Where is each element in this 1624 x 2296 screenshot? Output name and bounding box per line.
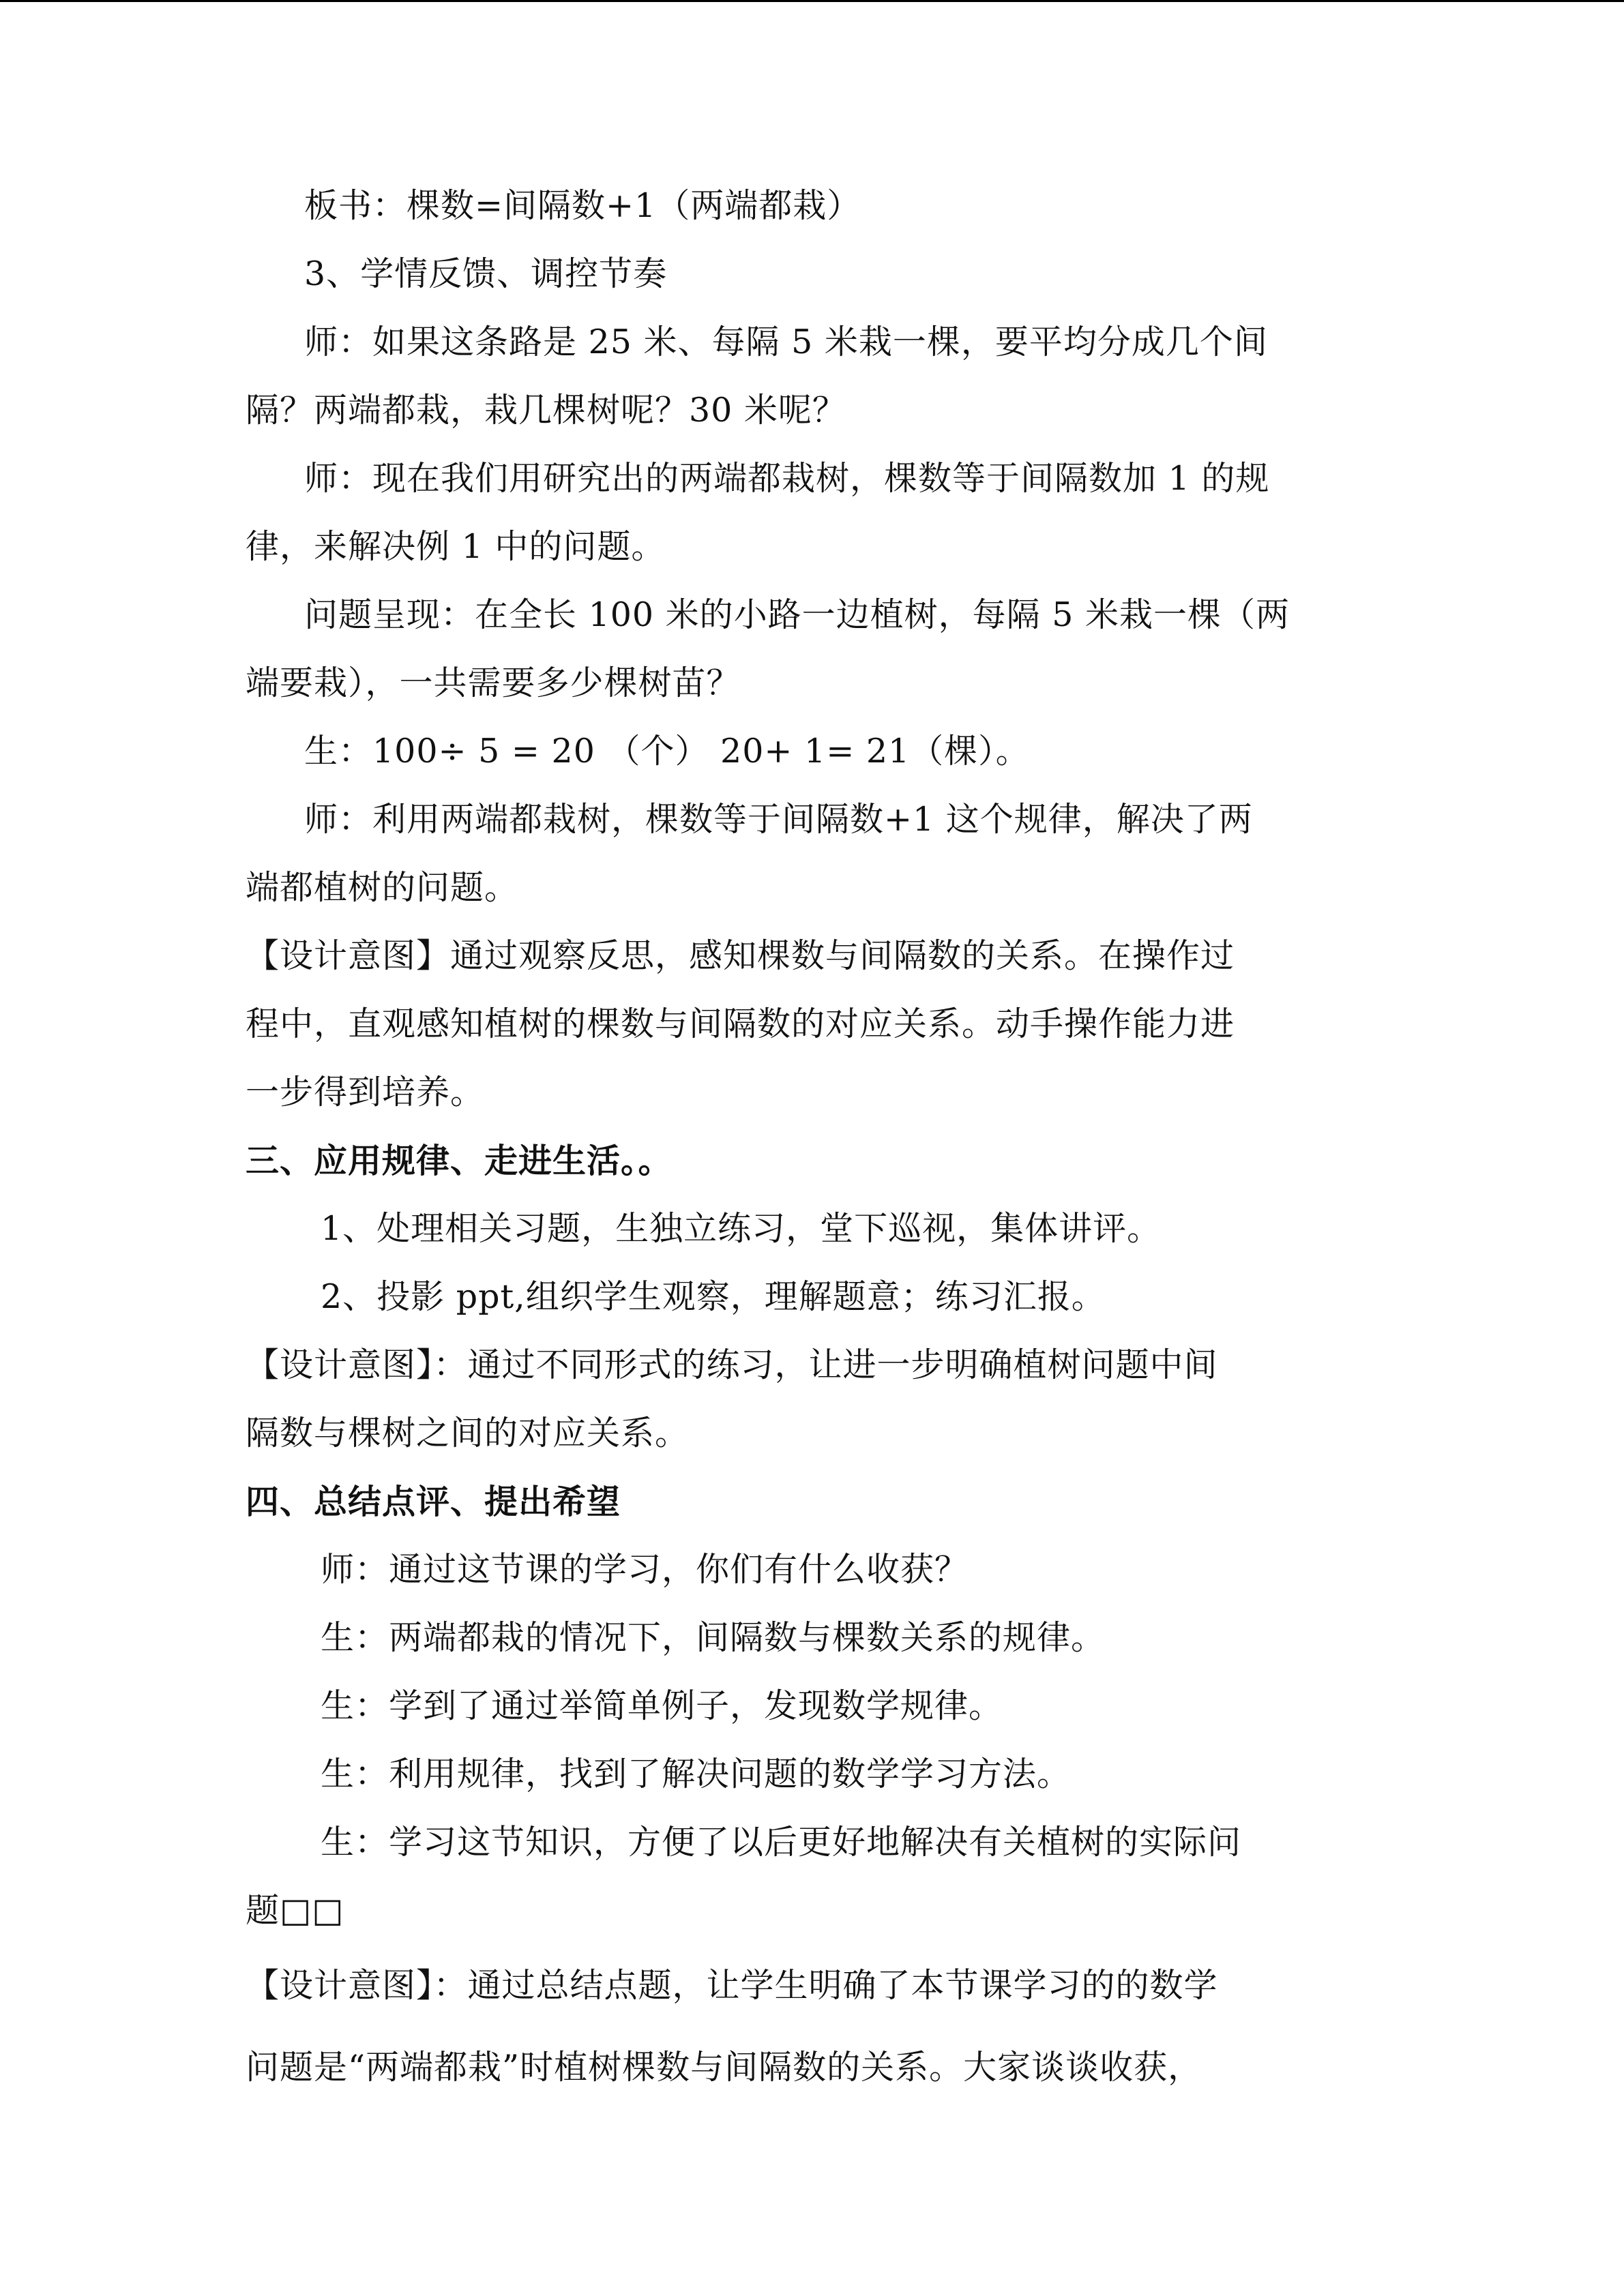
text-line: 生：学到了通过举简单例子，发现数学规律。 bbox=[321, 1686, 1003, 1725]
text-line: 1、处理相关习题，生独立练习，堂下巡视，集体讲评。 bbox=[321, 1209, 1162, 1248]
text-line: 隔数与棵树之间的对应关系。 bbox=[246, 1414, 690, 1452]
text-line: 2、投影 ppt,组织学生观察，理解题意；练习汇报。 bbox=[321, 1277, 1106, 1316]
text-line: 问题呈现：在全长 100 米的小路一边植树，每隔 5 米栽一棵（两 bbox=[304, 595, 1290, 634]
text-line: 师：利用两端都栽树，棵数等于间隔数+1 这个规律，解决了两 bbox=[304, 800, 1253, 839]
text-line: 生：学习这节知识，方便了以后更好地解决有关植树的实际问 bbox=[321, 1823, 1242, 1862]
text-line: 板书：棵数=间隔数+1（两端都栽） bbox=[304, 186, 861, 225]
text-line: 律，来解决例 1 中的问题。 bbox=[246, 527, 666, 566]
design-intent-line: 【设计意图】通过观察反思，感知棵数与间隔数的关系。在操作过 bbox=[246, 936, 1235, 975]
text-line: 端要栽），一共需要多少棵树苗？ bbox=[246, 664, 741, 702]
design-intent-line: 【设计意图】：通过不同形式的练习，让进一步明确植树问题中间 bbox=[246, 1345, 1218, 1384]
text-line: 问题是“两端都栽”时植树棵数与间隔数的关系。大家谈谈收获， bbox=[246, 2048, 1202, 2087]
text-line: 生：100÷ 5 = 20 （个） 20+ 1= 21（棵）。 bbox=[304, 732, 1030, 771]
text-line: 隔？两端都栽，栽几棵树呢？30 米呢？ bbox=[246, 391, 846, 430]
text-line: 题□□ bbox=[246, 1891, 344, 1930]
section-heading: 三、应用规律、走进生活。。 bbox=[246, 1141, 673, 1180]
text-line: 3、学情反馈、调控节奏 bbox=[304, 254, 668, 293]
text-line: 师：现在我们用研究出的两端都栽树，棵数等于间隔数加 1 的规 bbox=[304, 459, 1270, 498]
section-heading: 四、总结点评、提出希望 bbox=[246, 1482, 621, 1521]
text-line: 生：两端都栽的情况下，间隔数与棵数关系的规律。 bbox=[321, 1618, 1106, 1657]
design-intent-line: 【设计意图】：通过总结点题，让学生明确了本节课学习的的数学 bbox=[246, 1966, 1218, 2005]
text-line: 师：如果这条路是 25 米、每隔 5 米栽一棵，要平均分成几个间 bbox=[304, 323, 1268, 361]
text-line: 生：利用规律，找到了解决问题的数学学习方法。 bbox=[321, 1755, 1072, 1793]
text-line: 一步得到培养。 bbox=[246, 1073, 485, 1112]
text-line: 端都植树的问题。 bbox=[246, 868, 519, 907]
text-line: 程中，直观感知植树的棵数与间隔数的对应关系。动手操作能力进 bbox=[246, 1004, 1235, 1043]
text-line: 师：通过这节课的学习，你们有什么收获？ bbox=[321, 1550, 969, 1589]
top-border-line bbox=[0, 0, 1624, 2]
